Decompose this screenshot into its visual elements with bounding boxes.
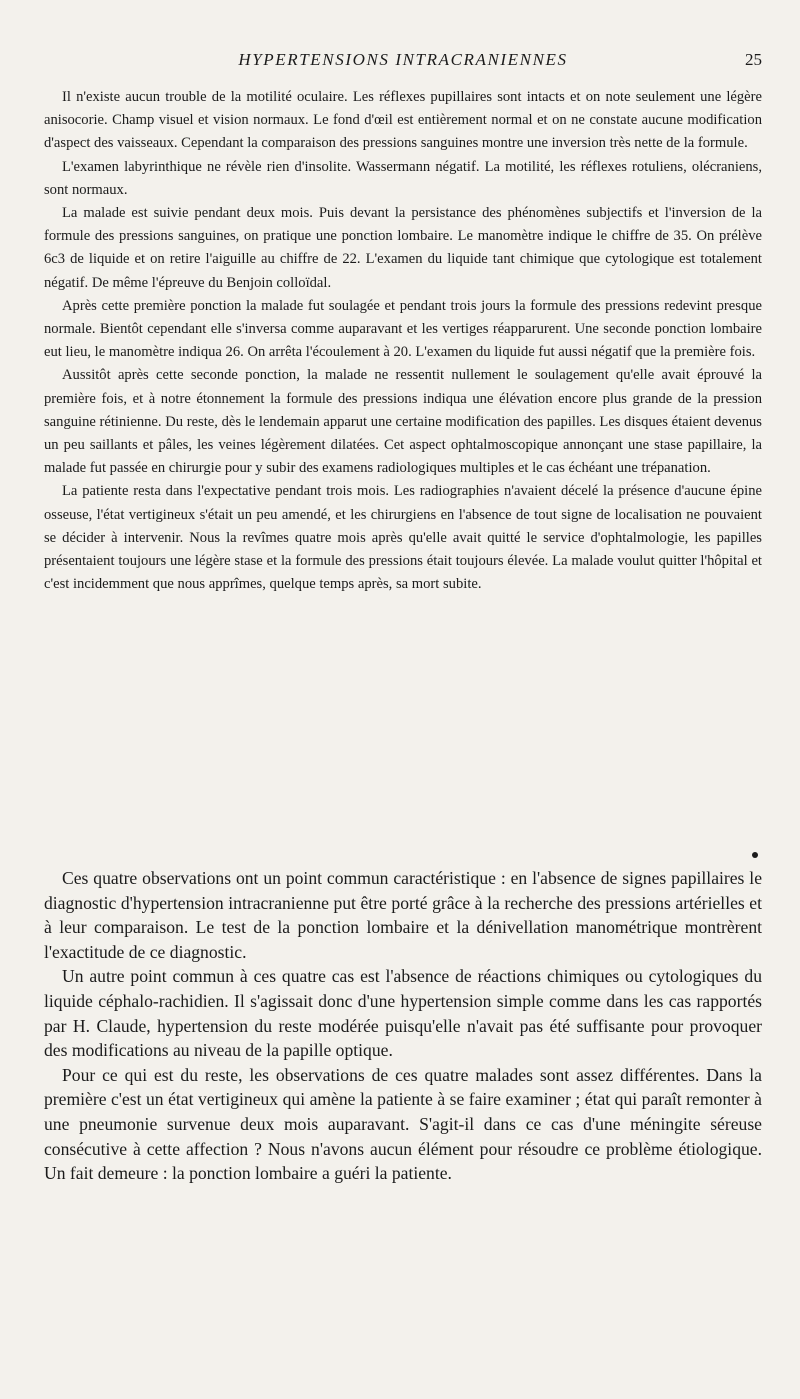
- paragraph-after-second-puncture: Aussitôt après cette seconde ponction, la malade ne ressentit nullement le soulagement qu'elle avait éprouvé la première fois, et à notre étonnement la formule des pressions indiqua une élévation encore plus grande de la pression sanguine rétinienne. Du reste, dès le lendemain apparut une certaine modification des papilles. Les disques étaient devenus un peu saillants et pâles, les veines légèrement dilatées. Cet aspect ophtalmoscopique annonçant une stase papillaire, la malade fut passée en chirurgie pour y subir des examens radiologiques multiples et le cas échéant une trépanation.: [44, 367, 762, 477]
- paragraph-second-common-point: Un autre point commun à ces quatre cas est l'absence de réactions chimiques ou cytologiques du liquide céphalo-rachidien. Il s'agissait donc d'une hypertension simple comme dans les cas rapportés par H. Claude, hypertension du reste modérée puisqu'elle n'avait pas été suffisante pour provoquer des modifications au niveau de la papille optique.: [44, 966, 762, 1061]
- paragraph-common-point: Ces quatre observations ont un point commun caractéristique : en l'absence de signes papillaires le diagnostic d'hypertension intracranienne put être porté grâce à la recherche des pressions artérielles et à leur comparaison. Le test de la ponction lombaire et la dénivellation manométrique montrèrent l'exactitude de ce diagnostic.: [44, 868, 762, 962]
- paragraph-outcome: La patiente resta dans l'expectative pendant trois mois. Les radiographies n'avaient décelé la présence d'aucune épine osseuse, l'état vertigineux s'était un peu amendé, et les chirurgiens en l'absence de tout signe de localisation ne pouvaient se décider à intervenir. Nous la revîmes quatre mois après qu'elle avait quitté le service d'ophtalmologie, les papilles présentaient toujours une légère stase et la formule des pressions était toujours élevée. La malade voulut quitter l'hôpital et c'est incidemment que nous apprîmes, quelque temps après, sa mort subite.: [44, 483, 762, 593]
- discussion-section: [44, 866, 762, 1186]
- paragraph-first-puncture: La malade est suivie pendant deux mois. Puis devant la persistance des phénomènes subjectifs et l'inversion de la formule des pressions sanguines, on pratique une ponction lombaire. Le manomètre indique le chiffre de 35. On prélève 6c3 de liquide et on retire l'aiguille au chiffre de 22. L'examen du liquide tant chimique que cytologique est totalement négatif. De même l'épreuve du Benjoin colloïdal.: [44, 205, 762, 291]
- case-report-section: [44, 86, 762, 596]
- page-number: 25: [745, 50, 762, 69]
- header-title: HYPERTENSIONS INTRACRANIENNES: [238, 50, 568, 69]
- paragraph-after-first-puncture: Après cette première ponction la malade fut soulagée et pendant trois jours la formule des pressions redevint presque normale. Bientôt cependant elle s'inversa comme auparavant et les vertiges réapparurent. Une seconde ponction lombaire eut lieu, le manomètre indiqua 26. On arrêta l'écoulement à 20. L'examen du liquide fut aussi négatif que la première fois.: [44, 297, 762, 361]
- paragraph-ocular-exam: Il n'existe aucun trouble de la motilité oculaire. Les réflexes pupillaires sont intacts et on note seulement une légère anisocorie. Champ visuel et vision normaux. Le fond d'œil est entièrement normal et on ne constate aucune modification d'aspect des vaisseaux. Cependant la comparaison des pressions sanguines montre une inversion très nette de la formule.: [44, 89, 762, 152]
- paragraph-labyrinth-exam: L'examen labyrinthique ne révèle rien d'insolite. Wassermann négatif. La motilité, les réflexes rotuliens, olécraniens, sont normaux.: [44, 158, 762, 198]
- section-ornament: [752, 852, 758, 858]
- paragraph-differences: Pour ce qui est du reste, les observations de ces quatre malades sont assez différentes. Dans la première c'est un état vertigineux qui amène la patiente à se faire examiner ; état qui paraît remonter à une pneumonie survenue deux mois auparavant. S'agit-il dans ce cas d'une méningite séreuse consécutive à cette affection ? Nous n'avons aucun élément pour résoudre ce problème étiologique. Un fait demeure : la ponction lombaire a guéri la patiente.: [44, 1064, 762, 1184]
- running-header: [44, 50, 762, 74]
